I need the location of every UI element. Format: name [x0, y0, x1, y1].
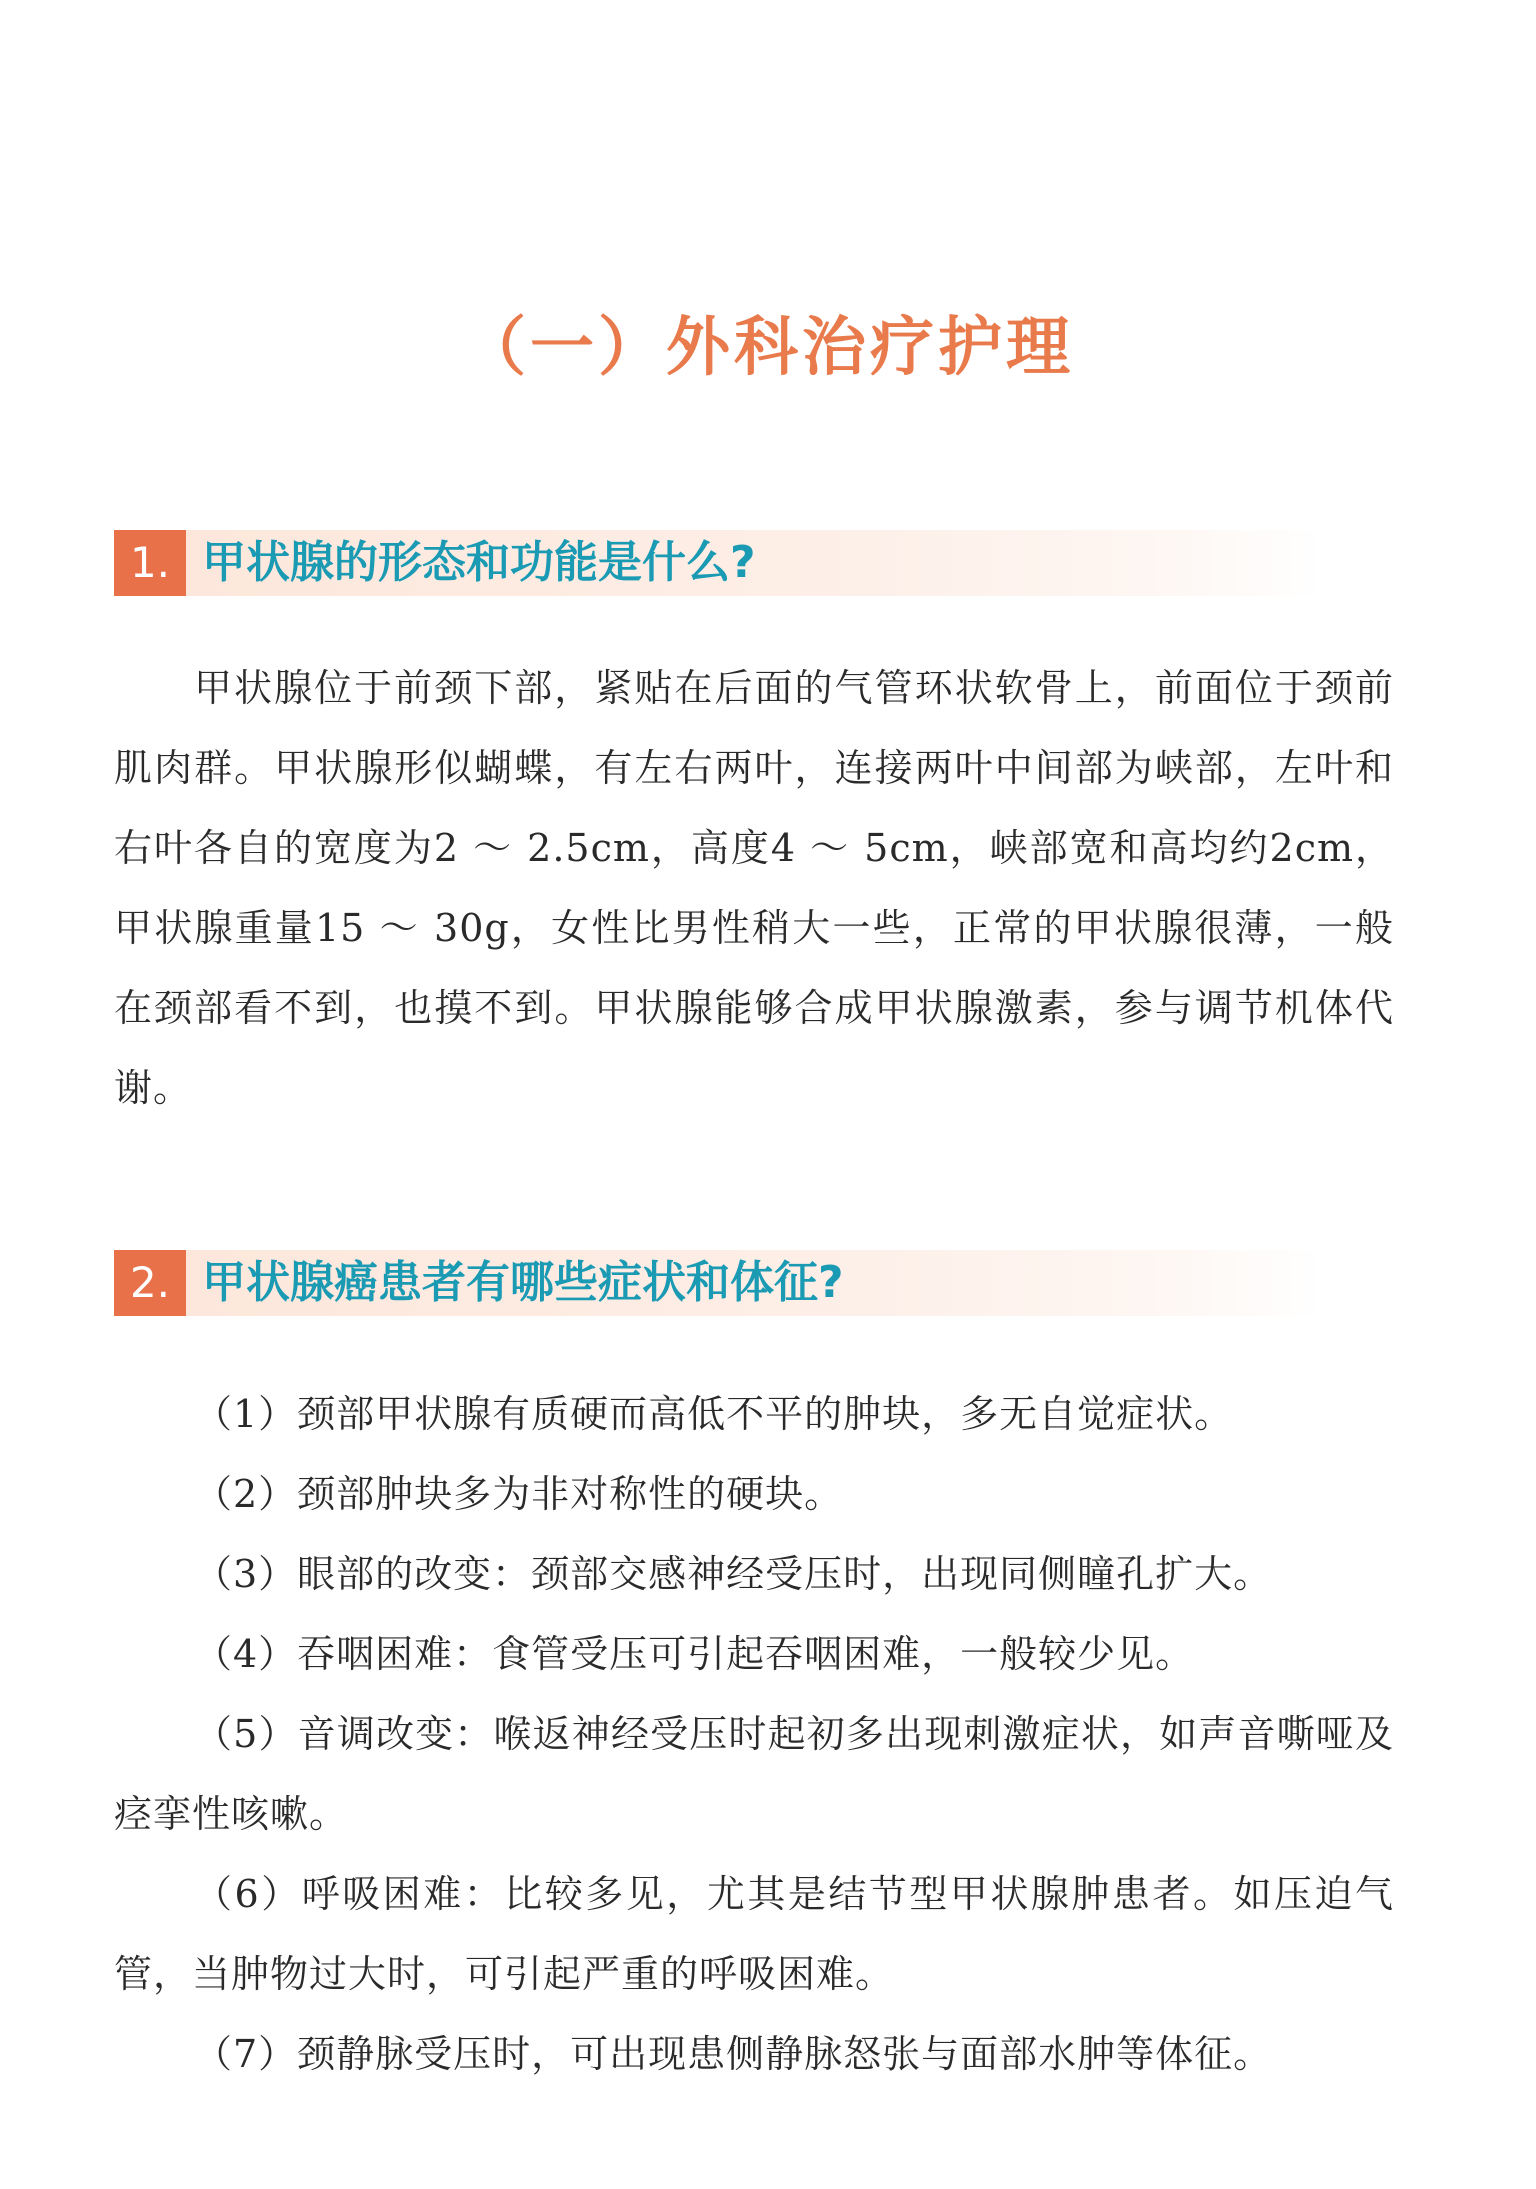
question-header-2: [114, 1250, 1324, 1316]
symptom-item-6: （6）呼吸困难：比较多见，尤其是结节型甲状腺肿患者。如压迫气管，当肿物过大时，可引起严重的呼吸困难。: [114, 1872, 1394, 1996]
symptom-item-5: （5）音调改变：喉返神经受压时起初多出现刺激症状，如声音嘶哑及痉挛性咳嗽。: [114, 1712, 1394, 1836]
question-title-2: 甲状腺癌患者有哪些症状和体征?: [202, 1257, 844, 1308]
section-1-paragraph: 甲状腺位于前颈下部，紧贴在后面的气管环状软骨上，前面位于颈前肌肉群。甲状腺形似蝴蝶，有左右两叶，连接两叶中间部为峡部，左叶和右叶各自的宽度为2 ～ 2.5cm，高度4 ～ 5cm，峡部宽和高均约2cm，甲状腺重量15 ～ 30g，女性比男性稍大一些，正常的甲状腺很薄，一般在颈部看不到，也摸不到。甲状腺能够合成甲状腺激素，参与调节机体代谢。: [114, 666, 1394, 1110]
question-number-2: 2.: [114, 1250, 186, 1316]
question-header-1: [114, 530, 1324, 596]
chapter-title: （一）外科治疗护理: [462, 311, 1074, 385]
symptom-item-1: （1）颈部甲状腺有质硬而高低不平的肿块，多无自觉症状。: [194, 1392, 1234, 1436]
symptom-item-4: （4）吞咽困难：食管受压可引起吞咽困难，一般较少见。: [194, 1632, 1195, 1676]
symptom-item-3: （3）眼部的改变：颈部交感神经受压时，出现同侧瞳孔扩大。: [194, 1552, 1273, 1596]
symptom-item-2: （2）颈部肿块多为非对称性的硬块。: [194, 1472, 844, 1516]
question-number-1: 1.: [114, 530, 186, 596]
symptom-item-7: （7）颈静脉受压时，可出现患侧静脉怒张与面部水肿等体征。: [194, 2032, 1273, 2076]
question-title-1: 甲状腺的形态和功能是什么?: [202, 537, 756, 588]
